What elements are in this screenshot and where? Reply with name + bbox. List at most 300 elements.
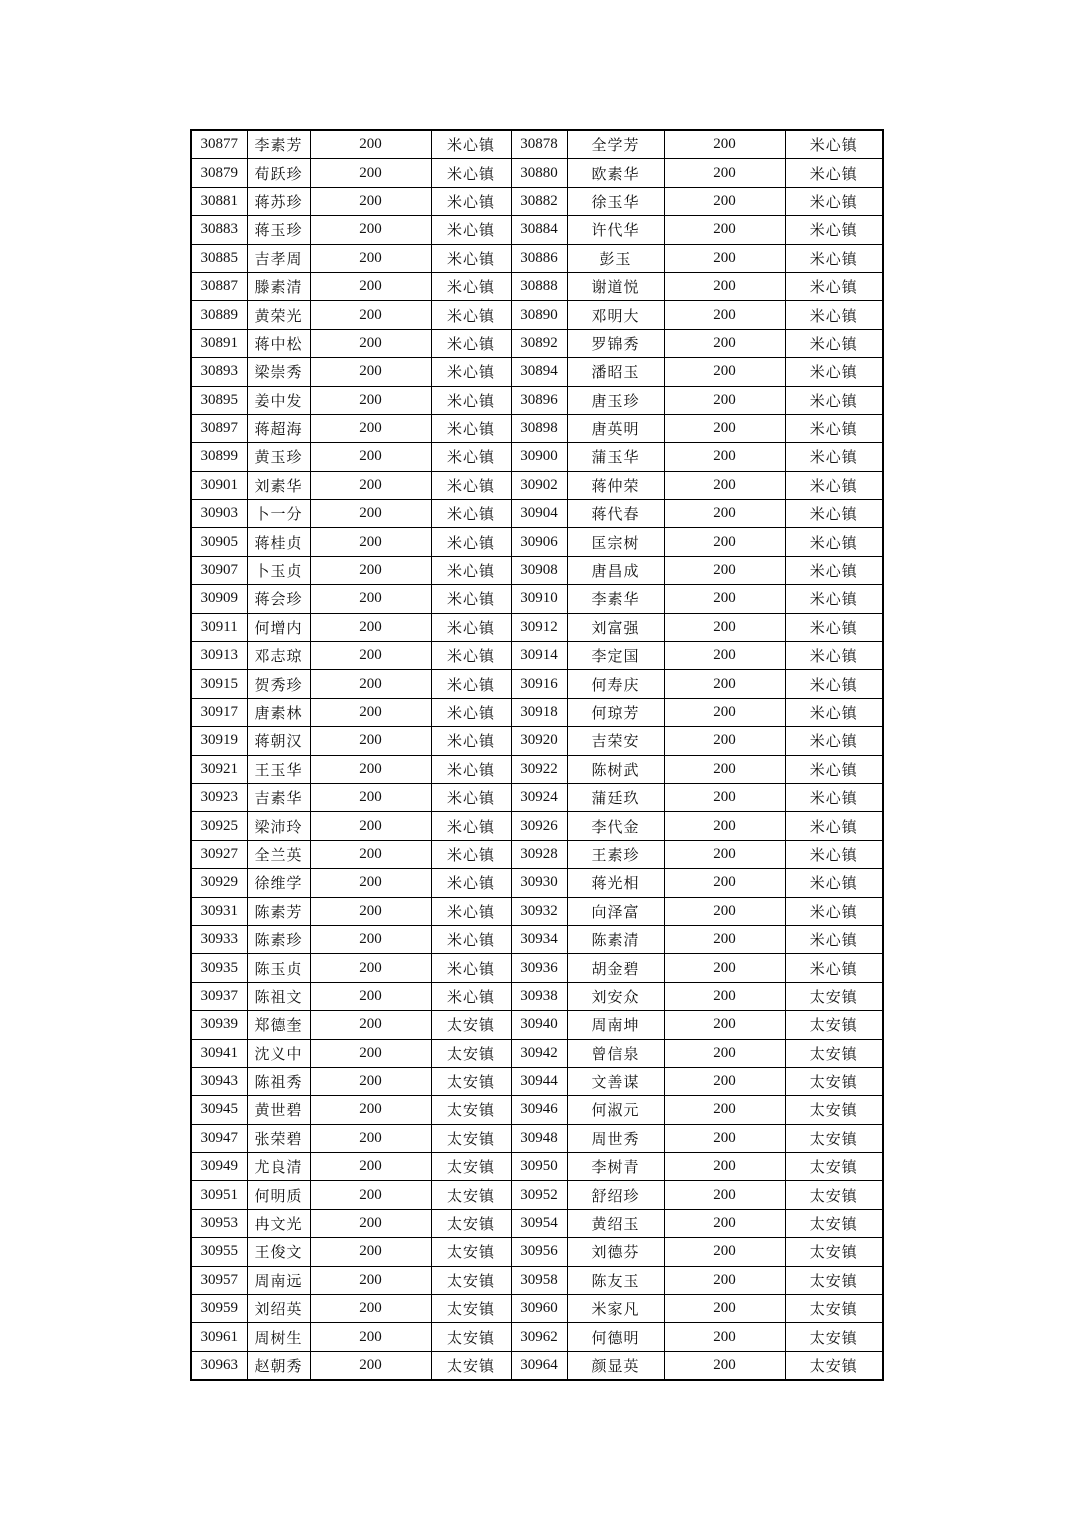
left-amount-cell: 200 <box>310 897 431 925</box>
left-town-cell: 米心镇 <box>431 670 511 698</box>
left-name-cell: 张荣碧 <box>247 1124 310 1152</box>
left-id-cell: 30945 <box>191 1096 247 1124</box>
right-town-cell: 太安镇 <box>785 1011 883 1039</box>
right-id-cell: 30902 <box>511 471 567 499</box>
right-amount-cell: 200 <box>664 1011 785 1039</box>
right-town-cell: 太安镇 <box>785 1124 883 1152</box>
left-name-cell: 滕素清 <box>247 272 310 300</box>
table-row <box>191 272 883 300</box>
right-town-cell: 米心镇 <box>785 812 883 840</box>
right-amount-cell: 200 <box>664 585 785 613</box>
right-name-cell: 黄绍玉 <box>567 1209 664 1237</box>
right-amount-cell: 200 <box>664 1238 785 1266</box>
left-town-cell: 米心镇 <box>431 585 511 613</box>
left-id-cell: 30921 <box>191 755 247 783</box>
table-row <box>191 1011 883 1039</box>
left-id-cell: 30915 <box>191 670 247 698</box>
table-body <box>191 130 883 1380</box>
right-amount-cell: 200 <box>664 130 785 159</box>
left-name-cell: 蒋苏珍 <box>247 187 310 215</box>
right-name-cell: 李代金 <box>567 812 664 840</box>
table-row <box>191 1124 883 1152</box>
left-amount-cell: 200 <box>310 812 431 840</box>
table-row <box>191 670 883 698</box>
right-name-cell: 刘安众 <box>567 982 664 1010</box>
table-row <box>191 329 883 357</box>
right-name-cell: 陈友玉 <box>567 1266 664 1294</box>
right-id-cell: 30958 <box>511 1266 567 1294</box>
left-id-cell: 30877 <box>191 130 247 159</box>
right-town-cell: 米心镇 <box>785 130 883 159</box>
left-id-cell: 30913 <box>191 642 247 670</box>
right-name-cell: 蒲玉华 <box>567 443 664 471</box>
table-row <box>191 1323 883 1351</box>
right-town-cell: 米心镇 <box>785 897 883 925</box>
left-amount-cell: 200 <box>310 1295 431 1323</box>
right-id-cell: 30890 <box>511 301 567 329</box>
right-name-cell: 米家凡 <box>567 1295 664 1323</box>
table-row <box>191 130 883 159</box>
right-amount-cell: 200 <box>664 386 785 414</box>
left-amount-cell: 200 <box>310 1153 431 1181</box>
left-name-cell: 刘素华 <box>247 471 310 499</box>
left-name-cell: 姜中发 <box>247 386 310 414</box>
table-row <box>191 358 883 386</box>
right-town-cell: 米心镇 <box>785 727 883 755</box>
left-amount-cell: 200 <box>310 500 431 528</box>
left-town-cell: 太安镇 <box>431 1153 511 1181</box>
left-amount-cell: 200 <box>310 1266 431 1294</box>
table-row <box>191 500 883 528</box>
left-amount-cell: 200 <box>310 585 431 613</box>
left-name-cell: 蒋中松 <box>247 329 310 357</box>
left-amount-cell: 200 <box>310 187 431 215</box>
left-id-cell: 30901 <box>191 471 247 499</box>
left-town-cell: 米心镇 <box>431 869 511 897</box>
left-name-cell: 蒋会珍 <box>247 585 310 613</box>
left-amount-cell: 200 <box>310 159 431 187</box>
right-name-cell: 邓明大 <box>567 301 664 329</box>
left-id-cell: 30919 <box>191 727 247 755</box>
right-name-cell: 匡宗树 <box>567 528 664 556</box>
left-name-cell: 全兰英 <box>247 840 310 868</box>
right-amount-cell: 200 <box>664 698 785 726</box>
left-amount-cell: 200 <box>310 1209 431 1237</box>
right-name-cell: 何寿庆 <box>567 670 664 698</box>
left-town-cell: 米心镇 <box>431 982 511 1010</box>
left-name-cell: 蒋超海 <box>247 414 310 442</box>
left-id-cell: 30939 <box>191 1011 247 1039</box>
right-id-cell: 30916 <box>511 670 567 698</box>
right-id-cell: 30920 <box>511 727 567 755</box>
left-id-cell: 30911 <box>191 613 247 641</box>
right-id-cell: 30930 <box>511 869 567 897</box>
table-row <box>191 585 883 613</box>
left-id-cell: 30887 <box>191 272 247 300</box>
right-town-cell: 米心镇 <box>785 698 883 726</box>
table-row <box>191 244 883 272</box>
right-amount-cell: 200 <box>664 755 785 783</box>
left-town-cell: 太安镇 <box>431 1351 511 1380</box>
left-id-cell: 30947 <box>191 1124 247 1152</box>
left-town-cell: 米心镇 <box>431 329 511 357</box>
right-town-cell: 米心镇 <box>785 783 883 811</box>
left-id-cell: 30937 <box>191 982 247 1010</box>
table-row <box>191 1181 883 1209</box>
right-amount-cell: 200 <box>664 1266 785 1294</box>
left-id-cell: 30933 <box>191 925 247 953</box>
right-amount-cell: 200 <box>664 613 785 641</box>
right-amount-cell: 200 <box>664 642 785 670</box>
right-id-cell: 30932 <box>511 897 567 925</box>
table-row <box>191 471 883 499</box>
right-name-cell: 何琼芳 <box>567 698 664 726</box>
left-town-cell: 太安镇 <box>431 1295 511 1323</box>
left-id-cell: 30903 <box>191 500 247 528</box>
right-town-cell: 太安镇 <box>785 1351 883 1380</box>
left-id-cell: 30899 <box>191 443 247 471</box>
right-name-cell: 胡金碧 <box>567 954 664 982</box>
left-id-cell: 30951 <box>191 1181 247 1209</box>
left-town-cell: 米心镇 <box>431 954 511 982</box>
right-town-cell: 米心镇 <box>785 670 883 698</box>
right-town-cell: 太安镇 <box>785 1096 883 1124</box>
right-id-cell: 30910 <box>511 585 567 613</box>
right-name-cell: 周南坤 <box>567 1011 664 1039</box>
right-town-cell: 米心镇 <box>785 443 883 471</box>
left-town-cell: 米心镇 <box>431 500 511 528</box>
right-name-cell: 舒绍珍 <box>567 1181 664 1209</box>
left-name-cell: 郑德奎 <box>247 1011 310 1039</box>
left-id-cell: 30949 <box>191 1153 247 1181</box>
right-name-cell: 何淑元 <box>567 1096 664 1124</box>
table-row <box>191 159 883 187</box>
right-id-cell: 30906 <box>511 528 567 556</box>
right-name-cell: 罗锦秀 <box>567 329 664 357</box>
right-name-cell: 欧素华 <box>567 159 664 187</box>
recipient-table <box>190 129 884 1381</box>
right-name-cell: 刘德芬 <box>567 1238 664 1266</box>
right-amount-cell: 200 <box>664 1153 785 1181</box>
left-id-cell: 30917 <box>191 698 247 726</box>
left-name-cell: 周树生 <box>247 1323 310 1351</box>
left-name-cell: 李素芳 <box>247 130 310 159</box>
table-row <box>191 1153 883 1181</box>
left-town-cell: 米心镇 <box>431 698 511 726</box>
right-amount-cell: 200 <box>664 670 785 698</box>
right-id-cell: 30914 <box>511 642 567 670</box>
left-town-cell: 米心镇 <box>431 301 511 329</box>
left-town-cell: 米心镇 <box>431 783 511 811</box>
left-amount-cell: 200 <box>310 358 431 386</box>
right-amount-cell: 200 <box>664 528 785 556</box>
right-name-cell: 王素珍 <box>567 840 664 868</box>
table-row <box>191 1266 883 1294</box>
right-amount-cell: 200 <box>664 869 785 897</box>
left-amount-cell: 200 <box>310 528 431 556</box>
table-row <box>191 642 883 670</box>
right-id-cell: 30882 <box>511 187 567 215</box>
left-amount-cell: 200 <box>310 869 431 897</box>
right-town-cell: 米心镇 <box>785 386 883 414</box>
right-id-cell: 30908 <box>511 556 567 584</box>
right-name-cell: 唐英明 <box>567 414 664 442</box>
table-row <box>191 1238 883 1266</box>
right-amount-cell: 200 <box>664 187 785 215</box>
left-town-cell: 米心镇 <box>431 812 511 840</box>
left-id-cell: 30909 <box>191 585 247 613</box>
right-town-cell: 米心镇 <box>785 500 883 528</box>
left-town-cell: 米心镇 <box>431 130 511 159</box>
left-amount-cell: 200 <box>310 216 431 244</box>
right-town-cell: 太安镇 <box>785 982 883 1010</box>
right-town-cell: 米心镇 <box>785 414 883 442</box>
left-town-cell: 米心镇 <box>431 755 511 783</box>
right-amount-cell: 200 <box>664 556 785 584</box>
left-id-cell: 30929 <box>191 869 247 897</box>
left-name-cell: 蒋桂贞 <box>247 528 310 556</box>
right-town-cell: 米心镇 <box>785 556 883 584</box>
left-name-cell: 周南远 <box>247 1266 310 1294</box>
right-town-cell: 太安镇 <box>785 1039 883 1067</box>
right-amount-cell: 200 <box>664 1295 785 1323</box>
right-town-cell: 米心镇 <box>785 869 883 897</box>
left-name-cell: 黄世碧 <box>247 1096 310 1124</box>
right-id-cell: 30898 <box>511 414 567 442</box>
right-id-cell: 30904 <box>511 500 567 528</box>
left-town-cell: 米心镇 <box>431 386 511 414</box>
right-amount-cell: 200 <box>664 925 785 953</box>
left-amount-cell: 200 <box>310 1351 431 1380</box>
table-row <box>191 812 883 840</box>
left-amount-cell: 200 <box>310 471 431 499</box>
document-page <box>190 129 882 1381</box>
table-row <box>191 698 883 726</box>
left-town-cell: 米心镇 <box>431 159 511 187</box>
left-id-cell: 30935 <box>191 954 247 982</box>
left-amount-cell: 200 <box>310 755 431 783</box>
left-amount-cell: 200 <box>310 783 431 811</box>
table-row <box>191 727 883 755</box>
right-id-cell: 30938 <box>511 982 567 1010</box>
right-id-cell: 30924 <box>511 783 567 811</box>
left-town-cell: 太安镇 <box>431 1039 511 1067</box>
right-id-cell: 30944 <box>511 1067 567 1095</box>
right-id-cell: 30956 <box>511 1238 567 1266</box>
left-amount-cell: 200 <box>310 272 431 300</box>
right-amount-cell: 200 <box>664 272 785 300</box>
right-town-cell: 米心镇 <box>785 528 883 556</box>
left-town-cell: 米心镇 <box>431 727 511 755</box>
left-id-cell: 30941 <box>191 1039 247 1067</box>
right-amount-cell: 200 <box>664 1351 785 1380</box>
left-id-cell: 30963 <box>191 1351 247 1380</box>
right-amount-cell: 200 <box>664 840 785 868</box>
right-town-cell: 米心镇 <box>785 216 883 244</box>
right-name-cell: 何德明 <box>567 1323 664 1351</box>
right-id-cell: 30922 <box>511 755 567 783</box>
left-name-cell: 陈素芳 <box>247 897 310 925</box>
left-name-cell: 贺秀珍 <box>247 670 310 698</box>
right-amount-cell: 200 <box>664 1039 785 1067</box>
left-town-cell: 太安镇 <box>431 1238 511 1266</box>
right-id-cell: 30888 <box>511 272 567 300</box>
left-amount-cell: 200 <box>310 386 431 414</box>
table-row <box>191 414 883 442</box>
left-name-cell: 卜玉贞 <box>247 556 310 584</box>
table-row <box>191 925 883 953</box>
right-amount-cell: 200 <box>664 329 785 357</box>
left-amount-cell: 200 <box>310 1181 431 1209</box>
right-town-cell: 太安镇 <box>785 1238 883 1266</box>
right-name-cell: 周世秀 <box>567 1124 664 1152</box>
left-id-cell: 30943 <box>191 1067 247 1095</box>
right-amount-cell: 200 <box>664 414 785 442</box>
right-amount-cell: 200 <box>664 443 785 471</box>
right-name-cell: 蒲廷玖 <box>567 783 664 811</box>
left-name-cell: 吉素华 <box>247 783 310 811</box>
right-id-cell: 30934 <box>511 925 567 953</box>
right-id-cell: 30928 <box>511 840 567 868</box>
right-id-cell: 30926 <box>511 812 567 840</box>
right-town-cell: 米心镇 <box>785 159 883 187</box>
right-town-cell: 米心镇 <box>785 329 883 357</box>
table-row <box>191 528 883 556</box>
right-name-cell: 曾信泉 <box>567 1039 664 1067</box>
right-id-cell: 30880 <box>511 159 567 187</box>
right-amount-cell: 200 <box>664 301 785 329</box>
right-amount-cell: 200 <box>664 954 785 982</box>
left-id-cell: 30907 <box>191 556 247 584</box>
table-row <box>191 556 883 584</box>
left-name-cell: 刘绍英 <box>247 1295 310 1323</box>
right-town-cell: 米心镇 <box>785 585 883 613</box>
right-id-cell: 30900 <box>511 443 567 471</box>
table-row <box>191 386 883 414</box>
table-row <box>191 301 883 329</box>
right-amount-cell: 200 <box>664 812 785 840</box>
left-name-cell: 冉文光 <box>247 1209 310 1237</box>
table-row <box>191 783 883 811</box>
left-town-cell: 太安镇 <box>431 1181 511 1209</box>
right-id-cell: 30964 <box>511 1351 567 1380</box>
left-town-cell: 太安镇 <box>431 1124 511 1152</box>
right-id-cell: 30878 <box>511 130 567 159</box>
right-town-cell: 太安镇 <box>785 1266 883 1294</box>
right-name-cell: 彭玉 <box>567 244 664 272</box>
right-name-cell: 吉荣安 <box>567 727 664 755</box>
left-id-cell: 30905 <box>191 528 247 556</box>
left-name-cell: 黄荣光 <box>247 301 310 329</box>
right-town-cell: 太安镇 <box>785 1153 883 1181</box>
table-row <box>191 613 883 641</box>
right-name-cell: 许代华 <box>567 216 664 244</box>
left-id-cell: 30889 <box>191 301 247 329</box>
right-amount-cell: 200 <box>664 500 785 528</box>
right-town-cell: 米心镇 <box>785 613 883 641</box>
right-town-cell: 米心镇 <box>785 358 883 386</box>
table-row <box>191 1096 883 1124</box>
left-amount-cell: 200 <box>310 329 431 357</box>
left-amount-cell: 200 <box>310 954 431 982</box>
left-amount-cell: 200 <box>310 1124 431 1152</box>
left-amount-cell: 200 <box>310 642 431 670</box>
left-name-cell: 梁崇秀 <box>247 358 310 386</box>
right-town-cell: 米心镇 <box>785 954 883 982</box>
left-town-cell: 米心镇 <box>431 216 511 244</box>
left-town-cell: 太安镇 <box>431 1011 511 1039</box>
right-town-cell: 太安镇 <box>785 1209 883 1237</box>
right-amount-cell: 200 <box>664 1067 785 1095</box>
left-amount-cell: 200 <box>310 613 431 641</box>
right-town-cell: 太安镇 <box>785 1295 883 1323</box>
left-name-cell: 蒋玉珍 <box>247 216 310 244</box>
left-amount-cell: 200 <box>310 698 431 726</box>
right-town-cell: 米心镇 <box>785 187 883 215</box>
left-id-cell: 30883 <box>191 216 247 244</box>
right-id-cell: 30940 <box>511 1011 567 1039</box>
left-name-cell: 黄玉珍 <box>247 443 310 471</box>
left-town-cell: 米心镇 <box>431 358 511 386</box>
right-amount-cell: 200 <box>664 358 785 386</box>
left-amount-cell: 200 <box>310 982 431 1010</box>
table-row <box>191 897 883 925</box>
left-amount-cell: 200 <box>310 301 431 329</box>
left-town-cell: 太安镇 <box>431 1209 511 1237</box>
right-name-cell: 李素华 <box>567 585 664 613</box>
table-row <box>191 755 883 783</box>
right-amount-cell: 200 <box>664 1209 785 1237</box>
left-amount-cell: 200 <box>310 925 431 953</box>
right-id-cell: 30894 <box>511 358 567 386</box>
right-id-cell: 30942 <box>511 1039 567 1067</box>
left-name-cell: 陈祖文 <box>247 982 310 1010</box>
right-name-cell: 李树青 <box>567 1153 664 1181</box>
table-row <box>191 954 883 982</box>
left-name-cell: 梁沛玲 <box>247 812 310 840</box>
table-row <box>191 1351 883 1380</box>
left-id-cell: 30881 <box>191 187 247 215</box>
left-town-cell: 米心镇 <box>431 272 511 300</box>
right-id-cell: 30892 <box>511 329 567 357</box>
left-amount-cell: 200 <box>310 1238 431 1266</box>
right-id-cell: 30960 <box>511 1295 567 1323</box>
left-town-cell: 米心镇 <box>431 925 511 953</box>
right-name-cell: 全学芳 <box>567 130 664 159</box>
right-id-cell: 30912 <box>511 613 567 641</box>
table-row <box>191 982 883 1010</box>
left-town-cell: 太安镇 <box>431 1266 511 1294</box>
left-amount-cell: 200 <box>310 244 431 272</box>
right-name-cell: 蒋代春 <box>567 500 664 528</box>
left-name-cell: 陈祖秀 <box>247 1067 310 1095</box>
right-amount-cell: 200 <box>664 1323 785 1351</box>
right-town-cell: 太安镇 <box>785 1067 883 1095</box>
table-row <box>191 1295 883 1323</box>
right-town-cell: 太安镇 <box>785 1181 883 1209</box>
table-row <box>191 216 883 244</box>
right-id-cell: 30952 <box>511 1181 567 1209</box>
left-name-cell: 徐维学 <box>247 869 310 897</box>
left-id-cell: 30879 <box>191 159 247 187</box>
left-town-cell: 米心镇 <box>431 556 511 584</box>
right-id-cell: 30918 <box>511 698 567 726</box>
left-town-cell: 米心镇 <box>431 528 511 556</box>
right-amount-cell: 200 <box>664 216 785 244</box>
table-row <box>191 1039 883 1067</box>
right-name-cell: 陈素清 <box>567 925 664 953</box>
left-name-cell: 何增内 <box>247 613 310 641</box>
